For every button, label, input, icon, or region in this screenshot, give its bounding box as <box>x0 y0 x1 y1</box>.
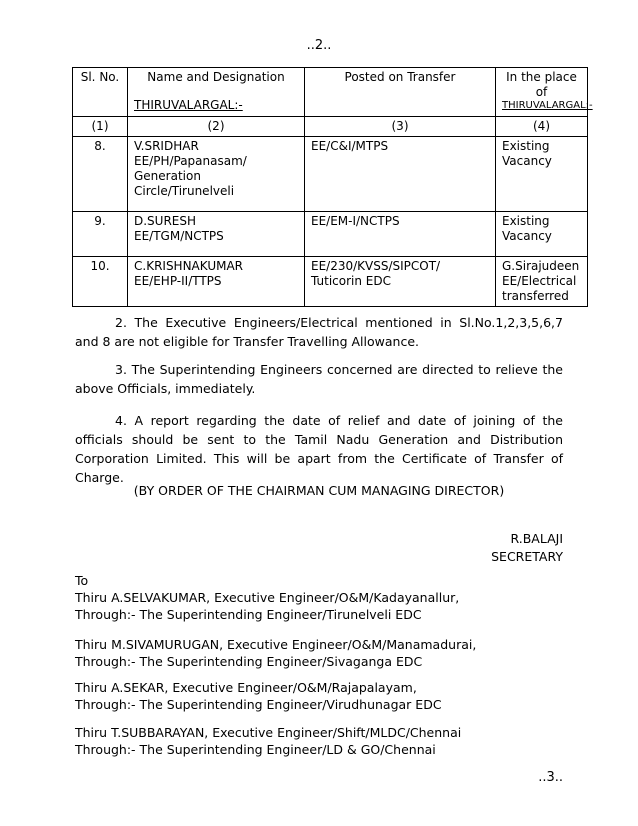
row-posted <box>305 137 496 212</box>
row-posted-line: EE/EM-I/NCTPS <box>311 214 400 228</box>
paragraph-4: 4. A report regarding the date of relief and date of joining of the officials should be sent to the Tamil Nadu Generation and Distribution Corporation Limited. This will be apart from the Certificate of Transfer of Charge. <box>75 413 563 485</box>
row-sl: 9. <box>73 212 128 257</box>
signature-block <box>491 530 563 566</box>
table-row <box>73 257 588 307</box>
row-name-line: EE/PH/Papanasam/ <box>134 154 247 168</box>
row-name-line: EE/TGM/NCTPS <box>134 229 224 243</box>
row-posted-line: EE/230/KVSS/SIPCOT/ <box>311 259 441 273</box>
recipient-line: Thiru T.SUBBARAYAN, Executive Engineer/Shift/MLDC/Chennai <box>75 725 462 740</box>
header-in-place-label: In the place of <box>506 70 577 99</box>
row-in-place-line: Existing Vacancy <box>502 214 552 243</box>
transfer-table <box>72 67 593 307</box>
row-in-place <box>496 137 588 212</box>
row-sl: 10. <box>73 257 128 307</box>
order-line: (BY ORDER OF THE CHAIRMAN CUM MANAGING DIRECTOR) <box>133 483 505 498</box>
recipient-through: Through:- The Superintending Engineer/Sivaganga EDC <box>75 654 423 669</box>
signatory-name: R.BALAJI <box>510 531 563 546</box>
row-posted-line: EE/C&I/MTPS <box>311 139 389 153</box>
row-name-line: Circle/Tirunelveli <box>134 184 235 198</box>
table-row <box>73 137 588 212</box>
column-number: (3) <box>305 117 496 137</box>
header-name-designation <box>128 68 305 117</box>
page-number-top: ..2.. <box>306 38 332 53</box>
header-in-place-of <box>496 68 593 117</box>
recipient-through: Through:- The Superintending Engineer/Virudhunagar EDC <box>75 697 442 712</box>
recipient-line: Thiru A.SEKAR, Executive Engineer/O&M/Rajapalayam, <box>75 680 417 695</box>
page-number-bottom: ..3.. <box>538 770 563 785</box>
signatory-title: SECRETARY <box>491 549 563 564</box>
header-name-sub: THIRUVALARGAL:- <box>134 98 243 112</box>
row-name <box>128 257 305 307</box>
row-posted <box>305 257 496 307</box>
row-name-line: EE/EHP-II/TTPS <box>134 274 222 288</box>
column-number: (1) <box>73 117 128 137</box>
header-name-label: Name and Designation <box>147 70 285 84</box>
row-in-place <box>496 212 588 257</box>
column-number: (4) <box>496 117 588 137</box>
to-label: To <box>75 573 89 588</box>
row-in-place-line: G.Sirajudeen <box>502 259 580 273</box>
row-in-place-line: Existing Vacancy <box>502 139 552 168</box>
row-name-line: D.SURESH <box>134 214 197 228</box>
header-sl-no: Sl. No. <box>73 68 128 117</box>
row-in-place-line: EE/Electrical <box>502 274 577 288</box>
row-in-place <box>496 257 588 307</box>
recipient <box>75 589 459 623</box>
table-header-row <box>73 68 588 117</box>
recipient <box>75 636 476 670</box>
row-name <box>128 137 305 212</box>
recipient-through: Through:- The Superintending Engineer/Tirunelveli EDC <box>75 607 422 622</box>
row-in-place-line: transferred <box>502 289 569 303</box>
recipient <box>75 724 461 758</box>
recipient-line: Thiru M.SIVAMURUGAN, Executive Engineer/O&M/Manamadurai, <box>75 637 477 652</box>
header-in-place-sub: THIRUVALARGAL:- <box>502 100 593 111</box>
recipient-line: Thiru A.SELVAKUMAR, Executive Engineer/O&M/Kadayanallur, <box>75 590 460 605</box>
row-name-line: V.SRIDHAR <box>134 139 199 153</box>
header-posted-on-transfer: Posted on Transfer <box>305 68 496 117</box>
column-number-row <box>73 117 588 137</box>
row-sl: 8. <box>73 137 128 212</box>
row-name-line: Generation <box>134 169 201 183</box>
recipient <box>75 679 442 713</box>
row-posted <box>305 212 496 257</box>
column-number: (2) <box>128 117 305 137</box>
row-posted-line: Tuticorin EDC <box>311 274 391 288</box>
table-row <box>73 212 588 257</box>
row-name-line: C.KRISHNAKUMAR <box>134 259 243 273</box>
row-name <box>128 212 305 257</box>
paragraph-2: 2. The Executive Engineers/Electrical mentioned in Sl.No.1,2,3,5,6,7 and 8 are not eligible for Transfer Travelling Allowance. <box>75 315 563 349</box>
recipient-through: Through:- The Superintending Engineer/LD & GO/Chennai <box>75 742 436 757</box>
paragraph-3: 3. The Superintending Engineers concerned are directed to relieve the above Officials, immediately. <box>75 362 563 396</box>
